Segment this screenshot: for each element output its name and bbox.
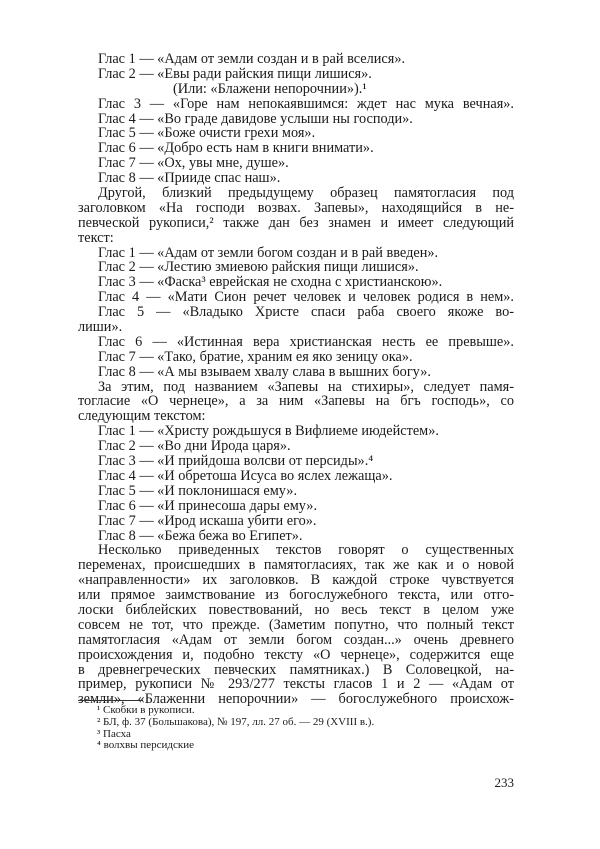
footnote: ⁴ волхвы персидские	[97, 739, 195, 752]
text-line: Глас 5 — «И поклонишася ему».	[98, 482, 298, 499]
text-line: Глас 3 — «Фаска³ еврейская не сходна с христианскою».	[98, 274, 443, 291]
text-line: совсем не тот, что прежде. (Заметим попутно, что полный текст	[78, 617, 514, 633]
text-line: Глас 6 — «И принесоша дары ему».	[98, 497, 318, 514]
text-line: или прямое заимствование из богослужебного текста, или отго-	[78, 588, 514, 603]
text-line: Глас 2 — «Во дни Ирода царя».	[98, 438, 291, 455]
footnotes	[97, 705, 374, 752]
text-line: Глас 4 — «И обретоша Исуса во яслех лежаща».	[98, 467, 393, 484]
text-line: Глас 3 — «Горе нам непокаявшимся: ждет нас мука вечная».	[98, 96, 514, 112]
text-line: происхождения и, подобно тексту «О чернеце», содержится еще	[78, 647, 514, 663]
text-line: Глас 1 — «Адам от земли богом создан и в рай введен».	[98, 244, 439, 261]
text-line: Глас 2 — «Лестию змиевою райския пищи лишися».	[98, 259, 419, 276]
footnote: ² БЛ, ф. 37 (Большакова), № 197, лл. 27 об. — 29 (XVIII в.).	[97, 715, 375, 728]
text-line: Глас 7 — «Ох, увы мне, душе».	[98, 155, 289, 172]
text-line: Глас 7 — «Ирод искаша убити его».	[98, 512, 317, 529]
text-line: заголовком «На господи возвах. Запевы», находящийся в не-	[78, 200, 514, 216]
body-text	[78, 52, 514, 707]
text-line: Глас 6 — «Добро есть нам в книги внимати».	[98, 140, 374, 157]
text-line: За этим, под названием «Запевы на стихиры», следует памя-	[98, 379, 514, 395]
text-line: земли», «Блаженни непорочнии» — богослужебного происхож-	[78, 692, 514, 708]
text-line: Глас 1 — «Адам от земли создан и в рай вселися».	[98, 51, 406, 67]
text-line: Глас 4 — «Во граде давидове услыши ны господи».	[98, 110, 413, 127]
text-line: Глас 5 — «Боже очисти грехи моя».	[98, 125, 316, 142]
text-line: лиши».	[78, 319, 123, 336]
text-line: Глас 8 — «А мы взываем хвалу слава в вышних богу».	[98, 363, 431, 380]
footnote: ¹ Скобки в рукописи.	[97, 704, 195, 716]
text-line: Глас 5 — «Владыко Христе спаси раба своего якоже во-	[98, 305, 514, 321]
text-line: Глас 8 — «Бежа бежа во Египет».	[98, 527, 303, 544]
text-line: Глас 7 — «Тако, братие, храним ея яко зеницу ока».	[98, 348, 413, 365]
text-line: Глас 8 — «Прииде спас наш».	[98, 170, 281, 187]
text-line: памятогласия «Адам от земли богом создан...» очень древнего	[78, 632, 514, 648]
text-line: Глас 4 — «Мати Сион речет человек и человек родися в нем».	[98, 290, 514, 306]
text-line: Глас 6 — «Истинная вера христианская несть ее превыше».	[98, 334, 514, 350]
footnote-divider	[78, 700, 142, 701]
text-line: Глас 3 — «И прийдоша волсви от персиды».⁴	[98, 453, 374, 470]
text-line: певческой рукописи,² также дан без знамен и имеет следующий	[78, 215, 514, 231]
text-line: «направленности» их заголовков. В каждой строке чувствуется	[78, 573, 514, 589]
text-line: в древнегреческих певческих памятниках.) В Соловецкой, на-	[78, 662, 514, 678]
text-line: Глас 1 — «Христу рождьшуся в Вифлиеме июдейстем».	[98, 423, 439, 440]
text-line: Глас 2 — «Евы ради райския пищи лишися».	[98, 65, 372, 82]
text-line: Несколько приведенных текстов говорят о существенных	[98, 543, 514, 559]
footnote: ³ Пасха	[97, 727, 131, 740]
text-line: лоски библейских повествований, но весь текст в целом уже	[78, 602, 514, 618]
text-line: тогласие «О чернеце», а за ним «Запевы на бгъ господь», со	[78, 394, 514, 410]
text-line: (Или: «Блажени непорочнии»).¹	[173, 80, 367, 97]
text-line: текст:	[78, 229, 114, 246]
text-line: пример, рукописи № 293/277 тексты гласов 1 и 2 — «Адам от	[78, 677, 514, 693]
page-number: 233	[494, 775, 514, 790]
text-line: следующим текстом:	[78, 408, 206, 425]
text-line: Другой, близкий предыдущему образец памятогласия под	[98, 186, 514, 201]
text-line: переменах, происшедших в памятогласиях, так же как и о новой	[78, 558, 514, 574]
